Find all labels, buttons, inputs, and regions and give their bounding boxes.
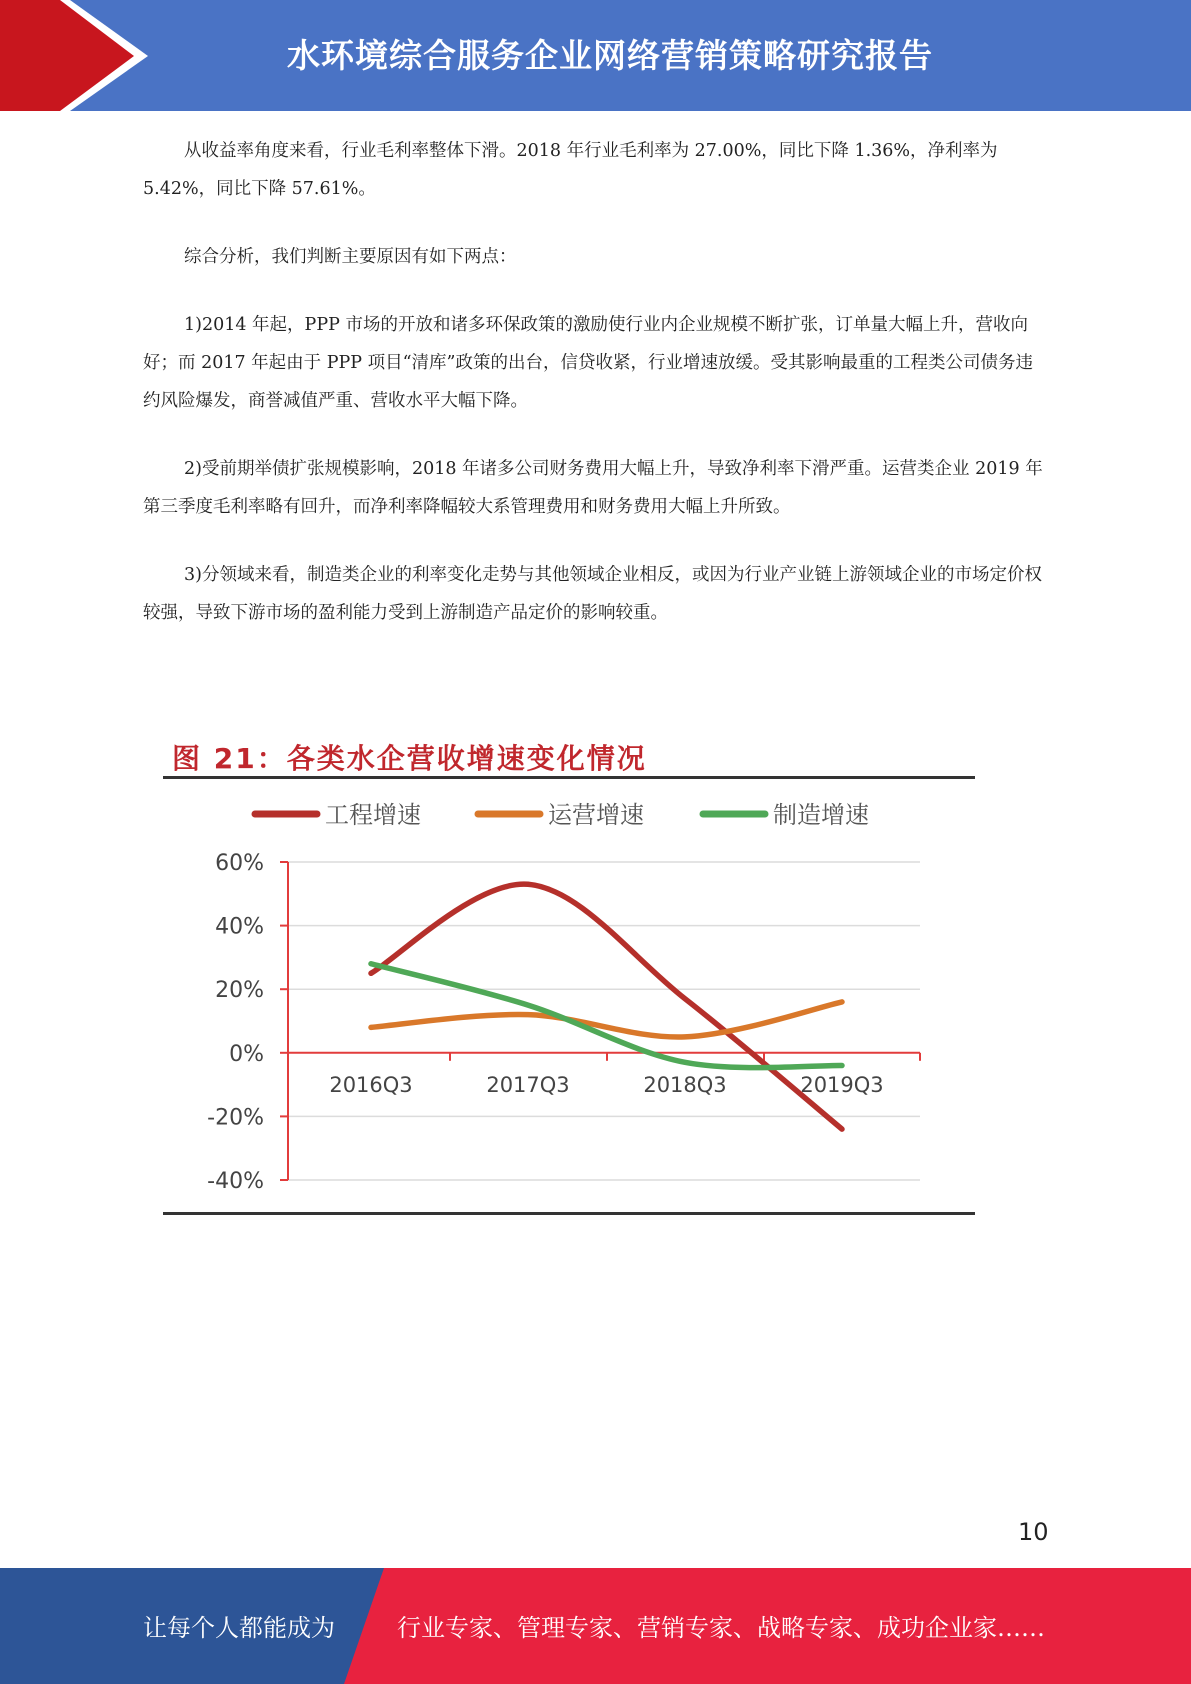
body-text	[143, 132, 1048, 662]
series-line-2	[371, 1002, 842, 1037]
legend-label: 运营增速	[548, 801, 644, 829]
paragraph-analysis-intro: 综合分析，我们判断主要原因有如下两点：	[184, 247, 517, 267]
report-title: 水环境综合服务企业网络营销策略研究报告	[287, 36, 933, 75]
y-tick-label: 0%	[229, 1041, 264, 1067]
paragraph-reason-1: 1)2014 年起，PPP 市场的开放和诸多环保政策的激励使行业内企业规模不断扩张，订单量大幅上升，营收向好；而 2017 年起由于 PPP 项目“清库”政策的出台，信贷收紧，行业增速放缓。受其影响最重的工程类公司债务违约风险爆发，商誉减值严重、营收水平大幅下降。	[143, 315, 1034, 411]
legend-label: 工程增速	[325, 801, 421, 829]
x-tick-label: 2017Q3	[486, 1072, 570, 1097]
figure-bottom-rule	[163, 1212, 975, 1215]
y-tick-label: 20%	[215, 978, 264, 1004]
revenue-growth-chart	[160, 732, 980, 1212]
figure-title: 图 21：各类水企营收增速变化情况	[172, 742, 647, 775]
x-tick-label: 2016Q3	[329, 1072, 413, 1097]
paragraph-reason-2: 2)受前期举债扩张规模影响，2018 年诸多公司财务费用大幅上升，导致净利率下滑严重。运营类企业 2019 年第三季度毛利率略有回升，而净利率降幅较大系管理费用和财务费用大幅上升所致。	[143, 459, 1043, 517]
page-number: 10	[1018, 1518, 1049, 1546]
y-tick-label: -40%	[207, 1169, 264, 1194]
y-tick-label: 60%	[215, 851, 264, 876]
x-tick-label: 2019Q3	[800, 1072, 884, 1097]
paragraph-reason-3: 3)分领域来看，制造类企业的利率变化走势与其他领域企业相反，或因为行业产业链上游领域企业的市场定价权较强，导致下游市场的盈利能力受到上游制造产品定价的影响较重。	[143, 565, 1042, 623]
footer-slogan-right: 行业专家、管理专家、营销专家、战略专家、成功企业家……	[397, 1614, 1045, 1642]
legend-label: 制造增速	[773, 801, 869, 829]
y-tick-label: 40%	[215, 914, 264, 940]
figure-21	[160, 732, 980, 1222]
y-tick-label: -20%	[207, 1105, 264, 1131]
series-line-1	[371, 884, 842, 1129]
footer-slogan-left: 让每个人都能成为	[143, 1614, 335, 1642]
x-tick-label: 2018Q3	[643, 1072, 727, 1097]
paragraph-profitability: 从收益率角度来看，行业毛利率整体下滑。2018 年行业毛利率为 27.00%，同比下降 1.36%，净利率为 5.42%，同比下降 57.61%。	[143, 141, 998, 199]
page-header	[0, 0, 1191, 111]
page-footer	[0, 1568, 1191, 1684]
